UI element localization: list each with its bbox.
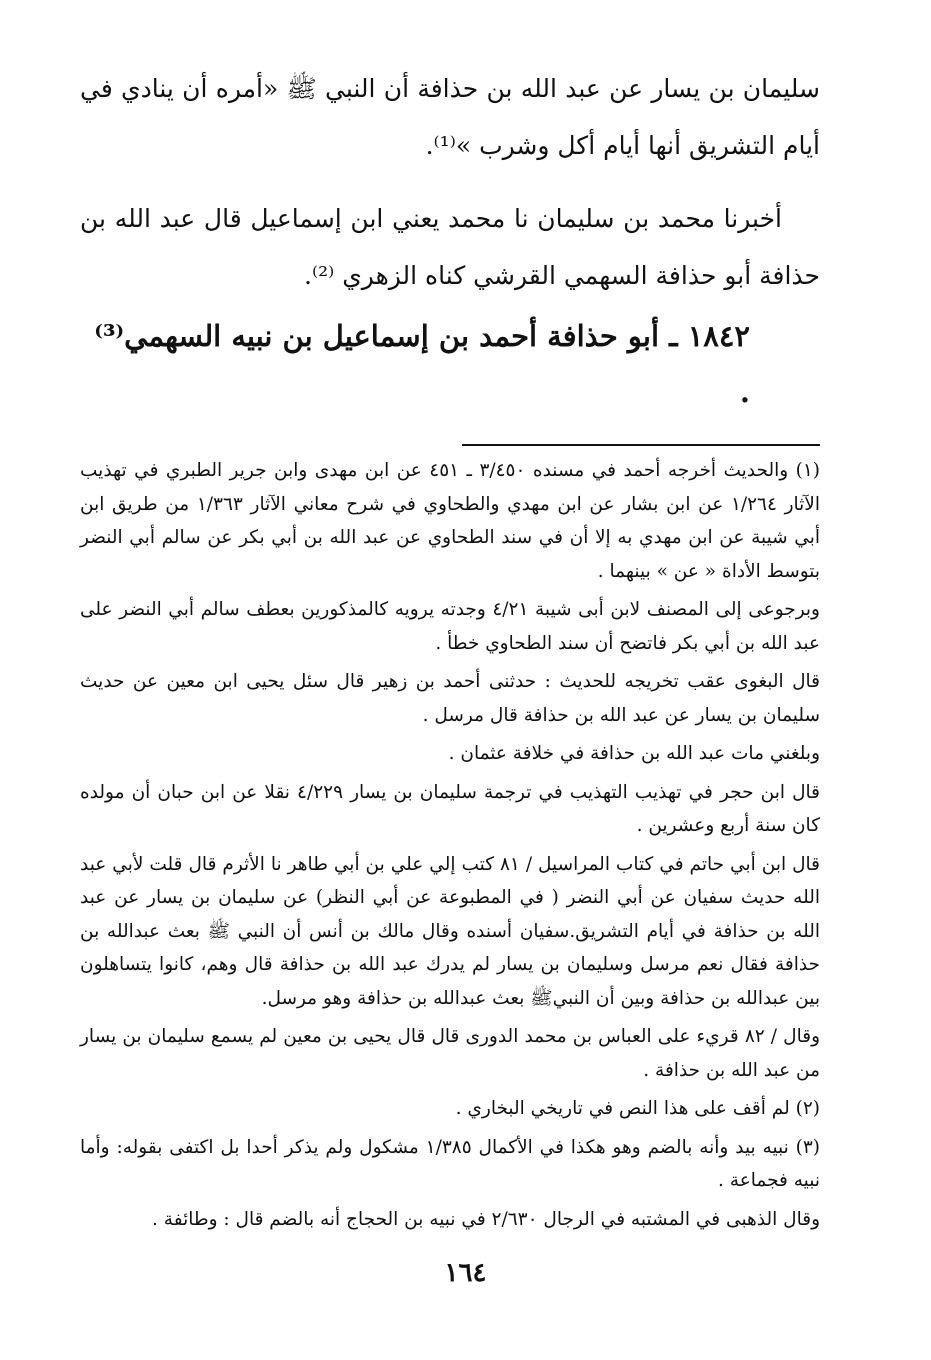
footnotes <box>80 454 820 1236</box>
footnote-1-part-g: وقال / ٨٢ قريء على العباس بن محمد الدورى قال قال يحيى بن معين لم يسمع سليمان بن يسار من عبد الله بن حذافة . <box>80 1026 820 1081</box>
footnote-1-part-a: (١) والحديث أخرجه أحمد في مسنده ٣/٤٥٠ ـ ٤٥١ عن ابن مهدى وابن جرير الطبري في تهذيب الآثار ١/٢٦٤ عن ابن بشار عن ابن مهدي والطحاوي في شرح معاني الآثار ١/٣٦٣ من طريق ابن أبي شيبة عن ابن مهدي به إلا أن في سند الطحاوي عن عبد الله بن أبي بكر عن سالم أبي النضر بتوسط الأداة « عن » بينهما . <box>80 460 820 582</box>
footnote-3-part-b: وقال الذهبى في المشتبه في الرجال ٢/٦٣٠ في نبيه بن الحجاج أنه بالضم قال : وطائفة . <box>152 1208 820 1230</box>
main-paragraph-2: أخبرنا محمد بن سليمان نا محمد يعني ابن إسماعيل قال عبد الله بن حذافة أبو حذافة السهمي القرشي كناه الزهري ⁽²⁾. <box>80 204 820 290</box>
footnote-1-part-e: قال ابن حجر في تهذيب التهذيب في ترجمة سليمان بن يسار ٤/٢٢٩ نقلا عن ابن حبان أن مولده كان سنة أربع وعشرين . <box>80 781 820 836</box>
page-body <box>80 60 820 1241</box>
footnote-separator <box>462 444 820 446</box>
page-number: ١٦٤ <box>444 1258 487 1288</box>
footnote-2: (٢) لم أقف على هذا النص في تاريخي البخاري . <box>455 1098 820 1119</box>
footnote-1-part-d: وبلغني مات عبد الله بن حذافة في خلافة عثمان . <box>448 743 820 764</box>
footnote-1-part-f: قال ابن أبي حاتم في كتاب المراسيل / ٨١ كتب إلي علي بن أبي طاهر نا الأثرم قال قلت لأبي عبد الله حديث سفيان عن أبي النضر ( في المطبوعة عن أبي النظر) عن سليمان بن يسار عن عبد الله بن حذافة في أيام التشريق.سفيان أسنده وقال مالك بن أنس أن النبي ﷺ بعث عبدالله بن حذافة فقال نعم مرسل وسليمان بن يسار لم يدرك عبد الله بن حذافة قال وهم، كانوا يتساهلون بين عبدالله بن حذافة وبين أن النبيﷺ بعث عبدالله بن حذافة وهو مرسل. <box>80 853 820 1009</box>
footnote-1-part-b: وبرجوعى إلى المصنف لابن أبى شيبة ٤/٢١ وجدته يرويه كالمذكورين بعطف سالم أبي النضر على عبد الله بن أبي بكر فاتضح أن سند الطحاوي خطأ . <box>80 599 820 654</box>
main-paragraph-1: سليمان بن يسار عن عبد الله بن حذافة أن النبي ﷺ «أمره أن ينادي في أيام التشريق أنها أيام أكل وشرب »⁽¹⁾. <box>80 74 820 160</box>
footnote-1-part-c: قال البغوى عقب تخريجه للحديث : حدثنى أحمد بن زهير قال سئل يحيى ابن معين عن حديث سليمان بن يسار عن عبد الله بن حذافة قال مرسل . <box>80 671 820 726</box>
footnote-3-part-a: (٣) نبيه بيد وأنه بالضم وهو هكذا في الأكمال ١/٣٨٥ مشكول ولم يذكر أحدا بل اكتفى بقوله: وأما نبيه فجماعة . <box>80 1136 821 1191</box>
entry-heading: ١٨٤٢ ـ أبو حذافة أحمد بن إسماعيل بن نبيه السهمي⁽³⁾ . <box>94 319 750 409</box>
